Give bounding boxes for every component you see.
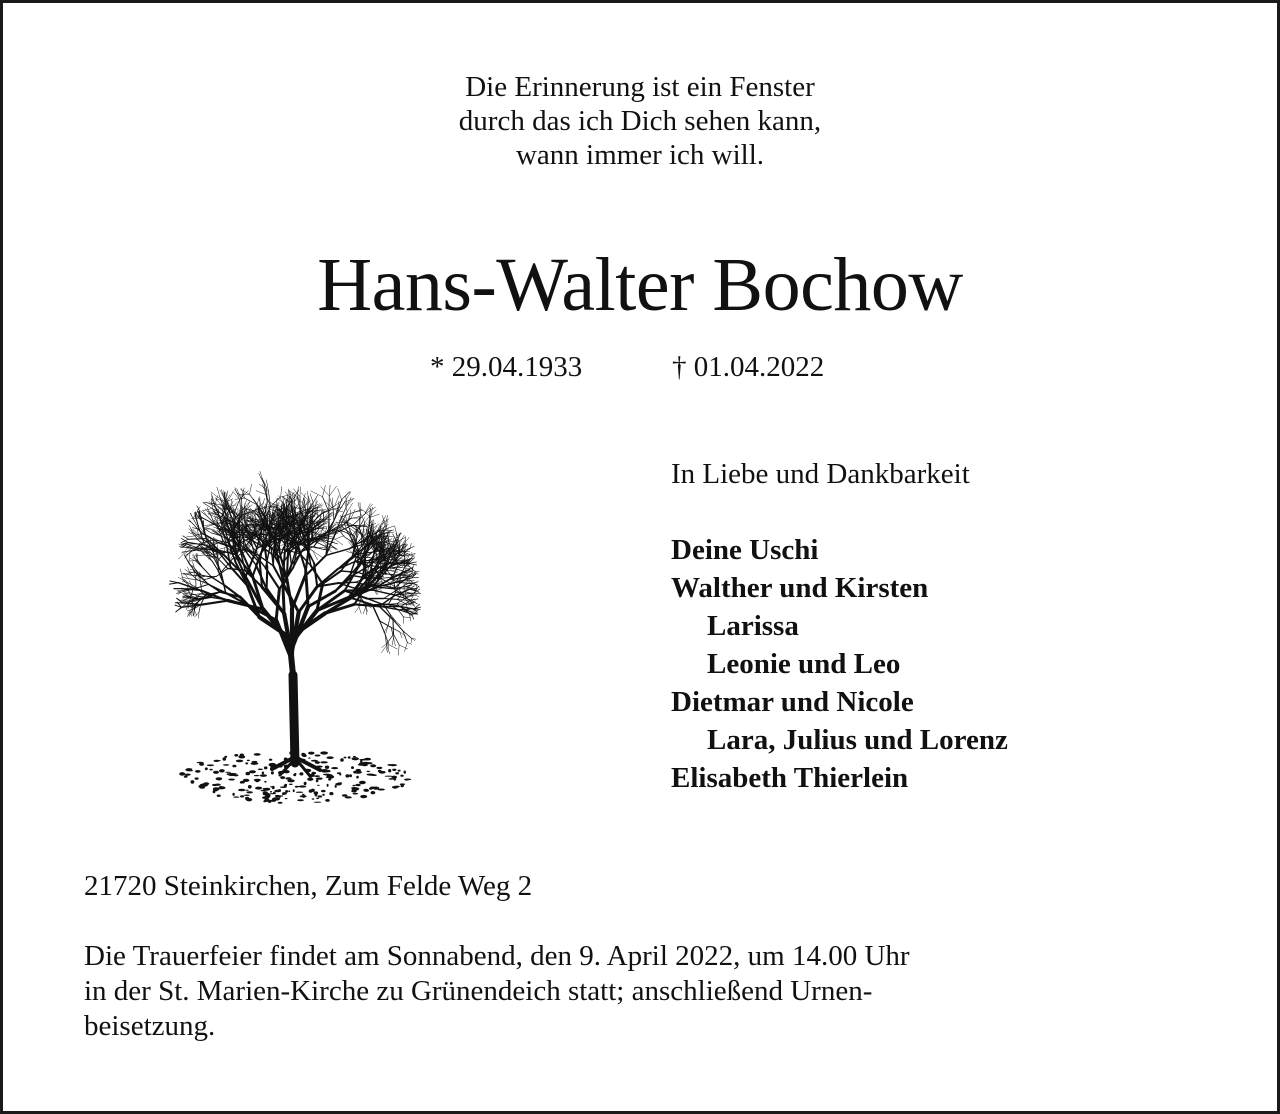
birth-date: * 29.04.1933: [430, 351, 583, 383]
service-line: beisetzung.: [84, 1010, 216, 1042]
funeral-service-notice: [84, 939, 1184, 1044]
mourner-name: Elisabeth Thierlein: [671, 762, 909, 794]
address: 21720 Steinkirchen, Zum Felde Weg 2: [84, 870, 533, 902]
mourner-name: Dietmar und Nicole: [671, 686, 914, 718]
mourner-name: Walther und Kirsten: [671, 572, 929, 604]
quote-line: wann immer ich will.: [515, 139, 765, 171]
mourner-name: Lara, Julius und Lorenz: [707, 724, 1008, 756]
mourners-intro: In Liebe und Dankbarkeit: [671, 458, 970, 490]
quote-line: Die Erinnerung ist ein Fenster: [465, 71, 815, 103]
deceased-name: Hans-Walter Bochow: [317, 243, 963, 327]
mourners-list: [671, 531, 1008, 797]
mourner-name: Deine Uschi: [671, 534, 819, 566]
quote-line: durch das ich Dich sehen kann,: [458, 105, 822, 137]
mourners-block: [671, 457, 1008, 797]
death-date: † 01.04.2022: [672, 351, 825, 383]
tree-icon: [160, 445, 430, 815]
service-line: Die Trauerfeier findet am Sonnabend, den 9. April 2022, um 14.00 Uhr: [84, 940, 910, 972]
memorial-quote: [0, 70, 1280, 172]
mourner-name: Leonie und Leo: [707, 648, 901, 680]
mourner-name: Larissa: [707, 610, 799, 642]
service-line: in der St. Marien-Kirche zu Grünendeich statt; anschließend Urnen-: [84, 975, 873, 1007]
